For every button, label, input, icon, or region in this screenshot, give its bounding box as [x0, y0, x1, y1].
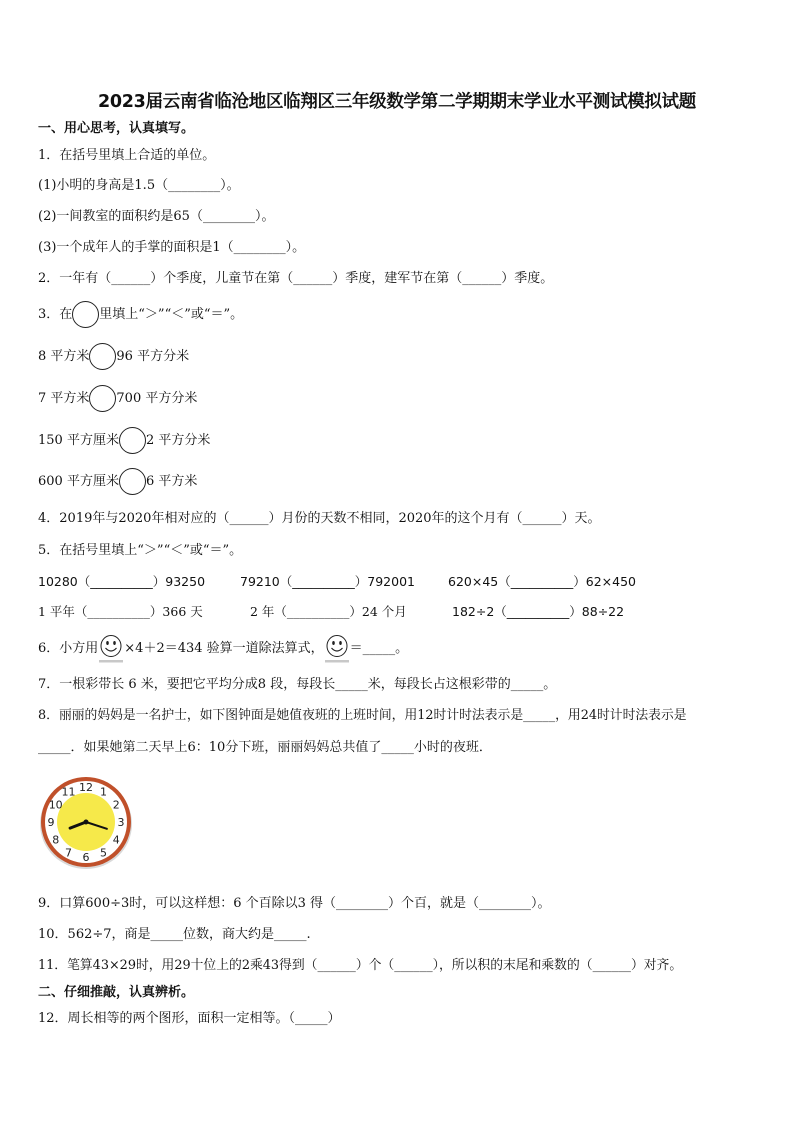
question-5-stem: 5．在括号里填上“＞”“＜”或“＝”。: [38, 543, 243, 558]
question-6-mid: ×4＋2＝434 验算一道除法算式，: [124, 641, 324, 656]
question-11: 11．笔算43×29时，用29十位上的2乘43得到（______）个（______），所以积的末尾和乘数的（______）对齐。: [38, 958, 683, 973]
clock-number: 6: [82, 851, 90, 864]
row-left: 8 平方米: [38, 349, 90, 364]
question-5-row2-a: 1 平年（__________）366 天: [38, 604, 203, 619]
answer-circle-icon[interactable]: [89, 343, 116, 370]
answer-circle-icon[interactable]: [89, 385, 116, 412]
row-right: 96 平方分米: [116, 349, 190, 364]
row-left: 7 平方米: [38, 391, 90, 406]
question-6: [38, 641, 408, 657]
section-heading-1: 一、用心思考，认真填写。: [38, 121, 195, 136]
clock-number: 3: [117, 816, 125, 829]
clock-number: 10: [48, 798, 63, 812]
clock-face: [38, 774, 134, 872]
question-3-row: [38, 474, 197, 490]
question-5-row2-c: 182÷2（__________）88÷22: [452, 604, 625, 619]
clock-number: 11: [61, 785, 76, 799]
question-8-line2: _____．如果她第二天早上6：10分下班，丽丽妈妈总共值了_____小时的夜班．: [38, 740, 492, 755]
row-left: 150 平方厘米: [38, 433, 119, 448]
question-7: 7．一根彩带长 6 米，要把它平均分成8 段，每段长_____米，每段长占这根彩带的_____。: [38, 677, 557, 692]
question-3-row: [38, 433, 210, 449]
question-5-row2-b: 2 年（__________）24 个月: [250, 604, 407, 619]
question-6-post: ＝_____。: [349, 641, 409, 656]
question-9: 9．口算600÷3时，可以这样想：6 个百除以3 得（________）个百，就是（________）。: [38, 896, 551, 911]
clock-number: 8: [52, 833, 60, 847]
answer-circle-icon[interactable]: [119, 468, 146, 495]
smiley-face-icon: [99, 634, 123, 664]
clock-center: [84, 820, 89, 825]
row-right: 700 平方分米: [116, 391, 198, 406]
answer-circle-icon[interactable]: [119, 427, 146, 454]
row-right: 6 平方米: [145, 474, 198, 489]
question-3-row: [38, 349, 189, 365]
question-1-stem: 1．在括号里填上合适的单位。: [38, 148, 216, 163]
question-12: 12．周长相等的两个图形，面积一定相等。（_____）: [38, 1011, 341, 1026]
clock-number: 12: [79, 781, 93, 794]
compare-circle-icon: [72, 301, 99, 328]
clock-number: 9: [47, 816, 55, 829]
question-8-line1: 8．丽丽的妈妈是一名护士，如下图钟面是她值夜班的上班时间，用12时计时法表示是_____，用24时计时法表示是: [38, 708, 687, 723]
question-1c: (3)一个成年人的手掌的面积是1（________）。: [38, 240, 306, 255]
section-heading-2: 二、仔细推敲，认真辨析。: [38, 985, 195, 1000]
question-5-row1-b: 79210（__________）792001: [240, 574, 415, 589]
question-10: 10．562÷7，商是_____位数，商大约是_____.: [38, 927, 311, 942]
clock-number: 5: [100, 846, 107, 860]
smiley-face-icon: [325, 634, 349, 664]
question-6-pre: 6．小方用: [38, 641, 99, 656]
row-right: 2 平方分米: [145, 433, 211, 448]
question-1b: (2)一间教室的面积约是65（________）。: [38, 209, 275, 224]
clock-number: 1: [100, 785, 107, 799]
clock-number: 4: [112, 833, 120, 847]
question-5-row1-c: 620×45（__________）62×450: [448, 574, 636, 589]
question-3-row: [38, 391, 197, 407]
clock-number: 7: [65, 846, 72, 860]
question-2: 2．一年有（______）个季度，儿童节在第（______）季度，建军节在第（______）季度。: [38, 271, 554, 286]
page-title: 2023届云南省临沧地区临翔区三年级数学第二学期期末学业水平测试模拟试题: [98, 92, 696, 112]
question-4: 4．2019年与2020年相对应的（______）月份的天数不相同，2020年的这个月有（______）天。: [38, 511, 601, 526]
question-1a: (1)小明的身高是1.5（________）。: [38, 178, 240, 193]
question-3-post: 里填上“＞”“＜”或“＝”。: [99, 307, 244, 322]
question-3-pre: 3．在: [38, 307, 73, 322]
question-3-stem: [38, 307, 243, 323]
clock-number: 2: [112, 798, 120, 812]
question-5-row1-a: 10280（__________）93250: [38, 574, 206, 589]
row-left: 600 平方厘米: [38, 474, 119, 489]
